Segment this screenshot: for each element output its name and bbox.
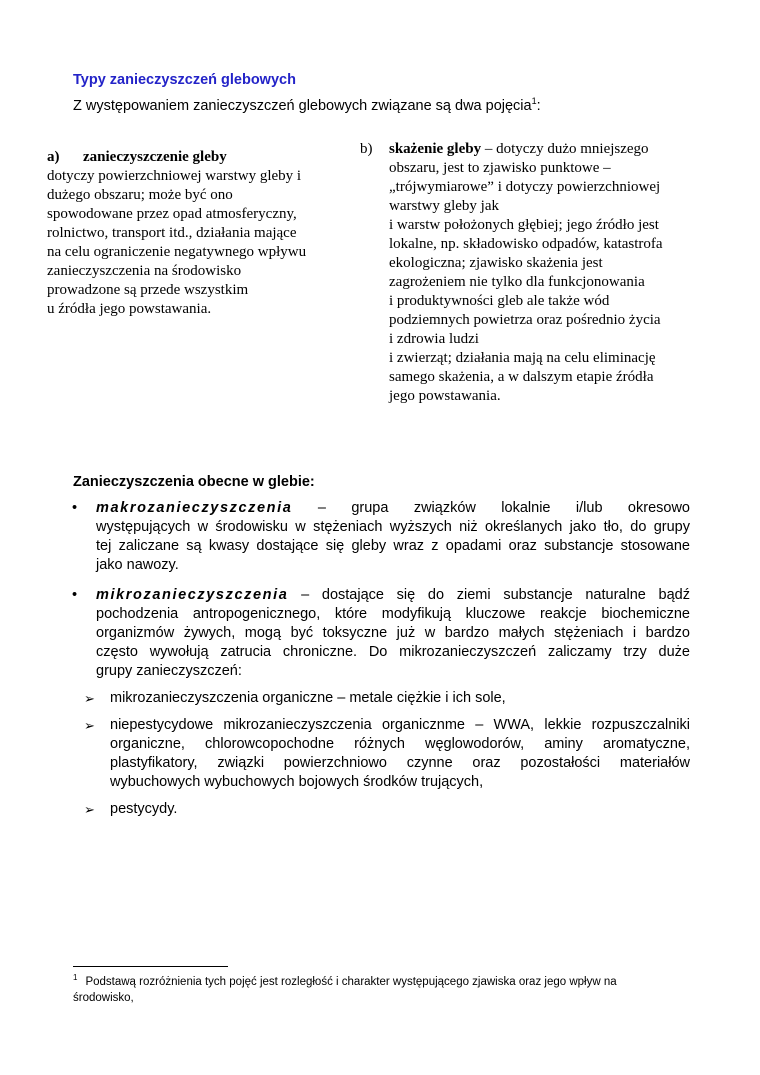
- sub-item-line: plastyfikatory, związki powierzchniowo czynne oraz pozostałości materiałów: [110, 755, 690, 771]
- micro-first-line: [96, 586, 690, 605]
- arrow-bullet-icon: ➢: [84, 802, 95, 817]
- micro-line: grupy zanieczyszczeń:: [96, 663, 242, 679]
- sub-item: [70, 716, 690, 792]
- definition-a-line: dotyczy powierzchniowej warstwy gleby i: [47, 168, 302, 184]
- definition-a-line: dużego obszaru; może być ono: [47, 187, 233, 203]
- intro-text: Z występowaniem zanieczyszczeń glebowych związane są dwa pojęcia: [73, 98, 532, 114]
- footnote-line: środowisko,: [73, 992, 134, 1004]
- bullet-icon: •: [72, 587, 78, 603]
- definition-b-term: skażenie gleby: [389, 141, 482, 157]
- definition-a-line: zanieczyszczenia na środowisko: [47, 263, 242, 279]
- footnote-ref[interactable]: 1: [531, 96, 537, 107]
- macro-first-rest: – grupa związków lokalnie i/lub okresowo: [292, 500, 690, 516]
- footnote-line: Podstawą rozróżnienia tych pojęć jest rozległość i charakter występującego zjawiska oraz jego wpływ na: [85, 976, 617, 988]
- definition-b-body: [389, 140, 709, 406]
- macro-line: tej zaliczane są kwasy dostające się gleby wraz z opadami oraz substancje stosowane: [96, 538, 690, 554]
- micro-line: często wywołują zatrucia chroniczne. Do mikrozanieczyszczeń zaliczamy trzy duże: [96, 644, 690, 660]
- macro-line: jako nawozy.: [96, 557, 179, 573]
- intro-paragraph: [73, 98, 541, 114]
- arrow-bullet-icon: ➢: [84, 718, 95, 733]
- definition-b-line: samego skażenia, a w dalszym etapie źródła: [389, 369, 654, 385]
- sub-item-line: pestycydy.: [110, 801, 178, 817]
- definition-b-first-rest: – dotyczy dużo mniejszego: [481, 141, 649, 157]
- arrow-bullet-icon: ➢: [84, 691, 95, 706]
- bullet-icon: •: [72, 500, 78, 516]
- footnote-number: 1: [73, 973, 78, 983]
- footnote: [73, 974, 688, 1006]
- micro-term: mikrozanieczyszczenia: [96, 587, 289, 603]
- definition-b-line: i produktywności gleb ale także wód: [389, 293, 610, 309]
- definition-a-line: prowadzone są przede wszystkim: [47, 282, 249, 298]
- definition-a-heading: [47, 148, 347, 167]
- definition-a-line: rolnictwo, transport itd., działania mające: [47, 225, 297, 241]
- list-item-micro: [70, 586, 690, 681]
- definition-b-line: i zwierząt; działania mają na celu eliminację: [389, 350, 656, 366]
- macro-term: makrozanieczyszczenia: [96, 500, 293, 516]
- micro-line: pochodzenia antropogenicznego, które modyfikują kluczowe reakcje biochemiczne: [96, 606, 690, 622]
- intro-end: :: [536, 98, 541, 114]
- sub-item-line: mikrozanieczyszczenia organiczne – metale ciężkie i ich sole,: [110, 690, 506, 706]
- footnote-separator: [73, 966, 228, 967]
- definition-b-line: i warstw położonych głębiej; jego źródło jest: [389, 217, 659, 233]
- micro-first-rest: – dostające się do ziemi substancje naturalne bądź: [288, 587, 690, 603]
- definition-a: [47, 148, 347, 319]
- definition-b-line: i zdrowia ludzi: [389, 331, 479, 347]
- sub-item-line: organiczne, chlorowcopochodne różnych węglowodorów, aminy aromatyczne,: [110, 736, 690, 752]
- definition-a-line: spowodowane przez opad atmosferyczny,: [47, 206, 297, 222]
- sub-item-line: niepestycydowe mikrozanieczyszczenia organicznme – WWA, lekkie rozpuszczalniki: [110, 717, 690, 733]
- list-item-macro: [70, 499, 690, 575]
- definition-b-line: „trójwymiarowe” i dotyczy powierzchniowej: [389, 179, 661, 195]
- definition-b-line: jego powstawania.: [389, 388, 501, 404]
- definition-a-line: na celu ograniczenie negatywnego wpływu: [47, 244, 307, 260]
- definition-b-line: warstwy gleby jak: [389, 198, 499, 214]
- pollutants-heading: Zanieczyszczenia obecne w glebie:: [73, 474, 315, 490]
- definition-b-heading: [389, 140, 709, 159]
- definition-a-term: zanieczyszczenie gleby: [83, 149, 227, 165]
- definition-b-line: obszaru, jest to zjawisko punktowe –: [389, 160, 611, 176]
- definition-a-line: u źródła jego powstawania.: [47, 301, 212, 317]
- sub-item-line: wybuchowych wybuchowych bojowych środków trujących,: [110, 774, 484, 790]
- definition-b-marker: b): [360, 141, 373, 157]
- definition-a-marker: a): [47, 149, 60, 165]
- section-title: Typy zanieczyszczeń glebowych: [73, 72, 296, 88]
- definition-b-line: zagrożeniem nie tylko dla funkcjonowania: [389, 274, 645, 290]
- pollutants-list: [70, 499, 690, 819]
- micro-line: organizmów żywych, mogą być toksyczne już w bardzo małych stężeniach i bardzo: [96, 625, 690, 641]
- sub-item: [70, 689, 690, 708]
- sub-item: [70, 800, 690, 819]
- definition-b-line: ekologiczna; zjawisko skażenia jest: [389, 255, 603, 271]
- definition-b-line: podziemnych powietrza oraz pośrednio życia: [389, 312, 661, 328]
- macro-first-line: [96, 499, 690, 518]
- definition-b-line: lokalne, np. składowisko odpadów, katastrofa: [389, 236, 663, 252]
- macro-line: występujących w środowisku w stężeniach wyższych niż określanych jako tło, do grupy: [96, 519, 690, 535]
